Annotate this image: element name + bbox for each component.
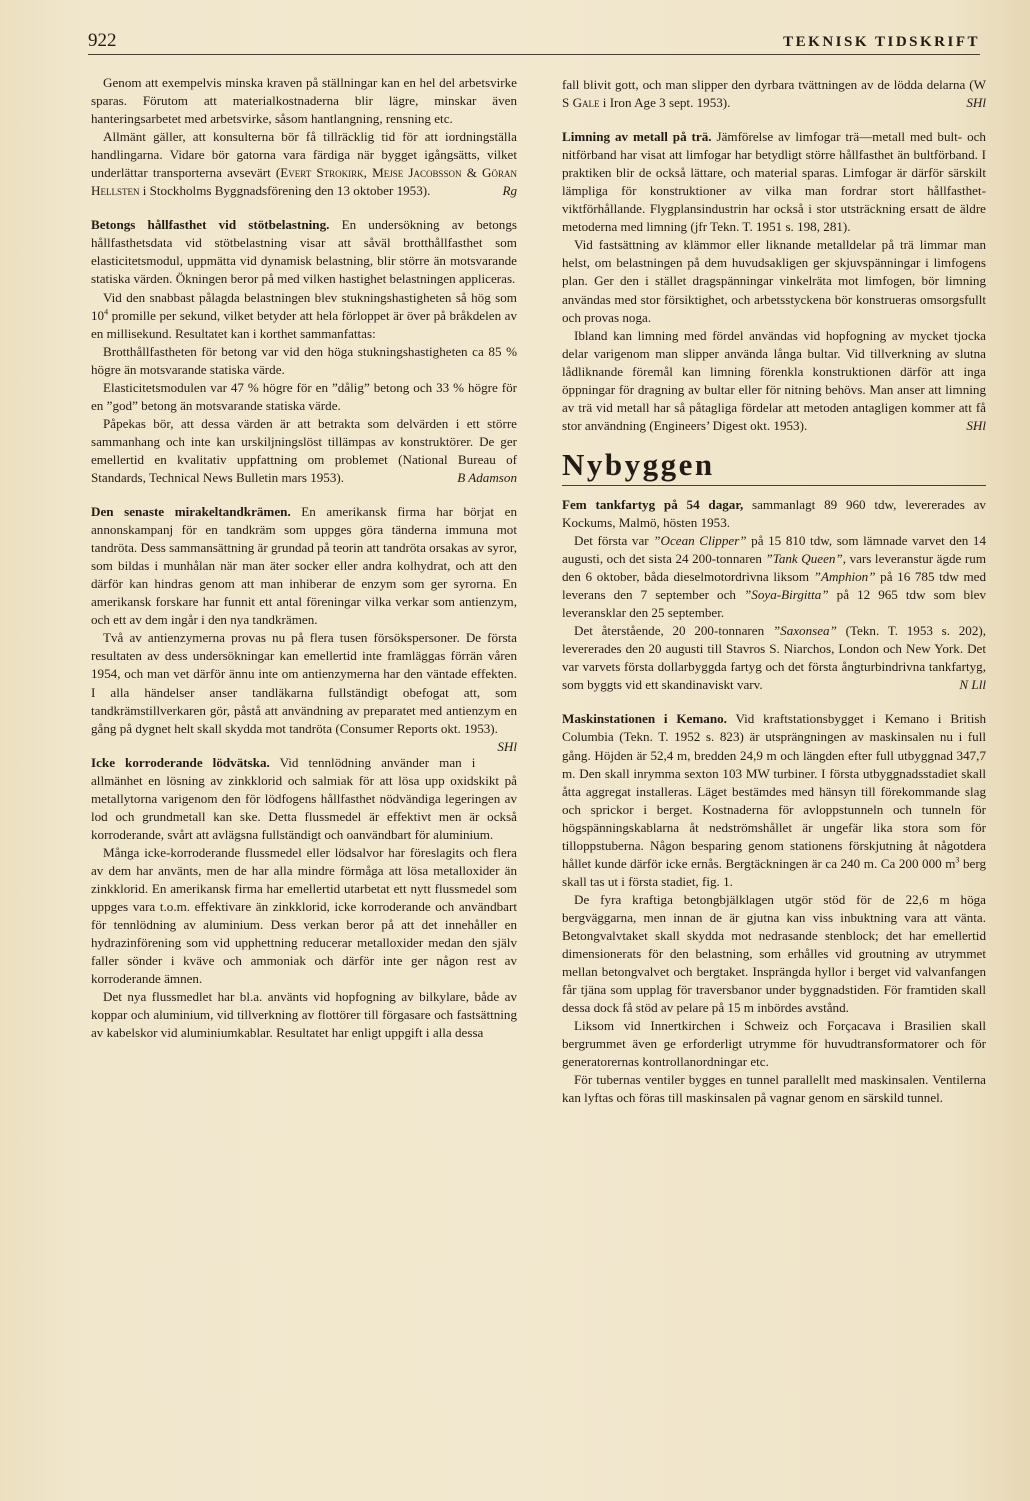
paragraph: Det återstående, 20 200-tonnaren ”Saxonsea” (Tekn. T. 1953 s. 202), levererades den 20 augusti till Stavros S. Niarchos, London och New York. Det var varvets första dollarbyggda fartyg och det första ångturbindrivna tankfartyg, som byggts vid ett skandinaviskt varv. N Lll [562,622,986,694]
signature: N Lll [959,677,986,693]
signature: Rg [502,183,517,199]
exponent: 3 [955,855,960,865]
paragraph: Ibland kan limning med fördel användas vid hopfogning av mycket tjocka delar varigenom man slipper använda långa bultar. Vid tillverkning av slutna lådliknande föremål kan limning förenkla konstruktionen därför att inga öppningar för dragning av bultar eller för nitning behövs. Man anser att limning av trä vid metall har så påtagliga fördelar att metoden antagligen kommer att få stor användning (Engineers’ Digest okt. 1953). SHl [562,327,986,435]
article-headline: Limning av metall på trä. [562,129,712,145]
journal-title: TEKNISK TIDSKRIFT [783,34,980,50]
paragraph: Det nya flussmedlet har bl.a. använts vid hopfogning av bilkylare, både av koppar och aluminium, vid tillverkning av flottörer till förgasare och fastsättning av kabelskor vid aluminiumkablar. Resultatet har enligt uppgift i alla dessa [91,989,517,1041]
article-limning [562,128,986,435]
ship-name: ”Tank Queen” [765,551,843,567]
ship-name: ”Ocean Clipper” [653,532,747,548]
page-number: 922 [88,30,117,51]
paragraph: För tubernas ventiler bygges en tunnel parallellt med maskinsalen. Ventilerna kan lyftas och föras till maskinsalen på vagnar genom en särskild tunnel. [562,1072,986,1106]
header-rule [88,54,980,55]
paragraph: fall blivit gott, och man slipper den dyrbara tvättningen av de lödda delarna (W S Gale i Iron Age 3 sept. 1953). SHl [562,76,986,112]
article-headline: Den senaste mirakeltandkrämen. [91,504,291,520]
exponent: 4 [104,307,109,317]
article-lodvatska [91,754,517,1043]
right-column [562,76,986,1107]
article-tandkram [91,503,518,754]
author-name: Gale [572,95,600,111]
signature: SHl [966,417,986,433]
paragraph: Brotthållfastheten för betong var vid den höga stukningshastigheten ca 85 % högre än motsvarande statiska värde. [91,343,517,377]
paragraph: Den senaste mirakeltandkrämen. En amerikansk firma har börjat en annonskampanj för en tandkräm som uppges göra tänderna immuna mot tandröta. Dess sammansättning är grundad på teorin att tandröta orsakas av syror, som bildas i munhålan när man äter socker eller andra kolhydrat, och att den därför kan hindras genom att man inhiberar de enzym som ger syrorna. En amerikansk forskare har funnit ett antal föreningar vilka verkar som antienzym, och ett av dem ingår i den nya tandkrämen. [91,504,518,628]
signature: B Adamson [457,469,517,485]
article-headline: Fem tankfartyg på 54 dagar, [562,496,744,512]
paragraph: Betongs hållfasthet vid stötbelastning. En undersökning av betongs hållfasthetsdata vid stötbelastning visar att såväl brotthållfasthet som elasticitetsmodul, uppmätta vid dynamisk belastning, blir större än motsvarande statiska värden. Ökningen beror på med vilken hastighet belastningen appliceras. [91,217,517,287]
author-name: Mejse Jacobsson [372,165,462,181]
article-arbetsvirke-continued [91,74,517,200]
paragraph: Vid den snabbast pålagda belastningen blev stukningshastigheten så hög som $10^4$ promille per sekund, vilket betyder att hela förloppet är över på bråkdelen av en millisekund. Resultatet kan i korthet sammanfattas: [91,289,517,341]
author-name: Göran Hellsten [91,165,518,199]
article-kemano [562,710,986,1107]
signature: SHl [497,738,517,754]
paragraph: Icke korroderande lödvätska. Vid tennlödning använder man i allmänhet en lösning av zinkklorid och salmiak för att lösa upp oxidskikt på metallytorna varigenom den för lödfogens hållfasthet nödvändiga legeringen av lod och grundmetall kan ske. Detta flussmedel är effektivt men är också korroderande, svårt att avlägsna fullständigt och oanvändbart för aluminium. [91,754,517,842]
article-lodvatska-continued [562,76,986,112]
article-headline: Betongs hållfasthet vid stötbelastning. [91,217,330,233]
ship-name: ”Amphion” [813,569,876,585]
paragraph: Två av antienzymerna provas nu på flera tusen försökspersoner. De första resultaten av dess undersökningar kan emellertid inte framläggas förrän våren 1954, och man vet därför ännu inte om antienzymerna har den väntade effekten. I alla händelser anser tandläkarna fullständigt obefogat att, som tandkrämstillverkaren gör, påstå att användning av preparatet med antienzym en gång på dygnet helt skall skydda mot tandröta (Consumer Reports okt. 1953). SHl [91,629,517,737]
signature: SHl [966,95,986,111]
paragraph: De fyra kraftiga betongbjälklagen utgör stöd för de 22,6 m höga bergväggarna, men innan de är gjutna kan viss inbuktning vara att vänta. Betongvalvtaket skall skydda mot nedrasande stenblock; det har emellertid dimensionerats för den belastning, som erhålles vid groutning av utrymmet mellan betongvalvet och bergtaket. Insprängda hyllor i berget vid valvanfangen får tjäna som upplag för traversbanor under byggnadstiden. För framtiden skall dessa dock få stöd av pelare på 15 m inbördes avstånd. [562,891,986,1016]
article-betong [91,216,517,487]
article-headline: Maskinstationen i Kemano. [562,711,727,727]
ship-name: ”Saxonsea” [772,623,837,639]
author-name: Evert Strokirk [280,165,364,181]
article-tankfartyg [562,496,986,695]
paragraph: Vid fastsättning av klämmor eller liknande metalldelar på trä limmar man helst, om belastningen på dem huvudsakligen ger skjuvspänningar i limfogens plan. Ger den i stället dragspänningar vinkelräta mot limfogen, bör limning användas med stor försiktighet, och arbetsstyckena bör konstrueras omsorgsfullt och provas noga. [562,237,986,325]
paragraph: Liksom vid Innertkirchen i Schweiz och Forçacava i Brasilien skall bergrummet även ge erforderligt utrymme för huvudtransformatorer och för generatorernas kontrollanordningar etc. [562,1018,986,1070]
section-title: Nybyggen [562,447,986,486]
paragraph: Påpekas bör, att dessa värden är att betrakta som delvärden i ett större sammanhang och inte kan urskiljningslöst tillämpas av konstruktörer. De ger emellertid en kvalitativ uppfattning om problemet (National Bureau of Standards, Technical News Bulletin mars 1953). B Adamson [91,415,517,487]
left-column [91,74,517,1042]
ship-name: ”Soya-Birgitta” [744,587,829,603]
paragraph: Maskinstationen i Kemano. Vid kraftstationsbygget i Kemano i British Columbia (Tekn. T. 1952 s. 823) är utsprängningen av maskinsalen nu i full gång. Höjden är 52,4 m, bredden 24,9 m och längden efter full utbyggnad 347,7 m. Den skall inrymma sexton 103 MW turbiner. I första utbyggnadsstadiet skall åtta aggregat installeras. Läget bestämdes med hänsyn till förekommande slag och sprickor i berget. Kostnaderna för avloppstunneln och tunneln för högspänningskablarna åt nedströmshållet är ungefär lika stora som för tilloppstuberna. Någon besparing genom stationens förskjutning åt någotdera hållet kunde därför icke ernås. Bergtäckningen är ca 240 m. Ca 200 000 $m^3$ berg skall tas ut i första stadiet, fig. 1. [562,711,986,889]
article-headline: Icke korroderande lödvätska. [91,754,270,770]
paragraph: Fem tankfartyg på 54 dagar, sammanlagt 89 960 tdw, levererades av Kockums, Malmö, hösten 1953. [562,496,986,530]
paragraph: Limning av metall på trä. Jämförelse av limfogar trä—metall med bult- och nitförband har visat att limfogar har betydligt större hållfasthet än bultförband. I praktiken blir de också lättare, och material sparas. Limfogar är därför särskilt lämpliga för konstruktioner av vilka man fordrar stort hållfasthet-viktförhållande. Flygplansindustrin har också i stor utsträckning ersatt de äldre metoderna med limning (jfr Tekn. T. 1951 s. 198, 281). [562,129,986,235]
paragraph: Många icke-korroderande flussmedel eller lödsalvor har föreslagits och flera av dem har använts, men de har alla mindre förmåga att lösa metalloxider än zinkklorid. En amerikansk firma har emellertid utarbetat ett nytt flussmedel som uppges vara t.o.m. effektivare än zinkklorid, icke korroderande och användbart för tennlödning av aluminium. Dess verkan beror på att det innehåller en hydrazinförening som vid upphettning reducerar metalloxider medan den själv faller sönder i kväve och ammoniak och därför inte ger någon rest av korroderande ämnen. [91,844,517,987]
paragraph: Elasticitetsmodulen var 47 % högre för en ”dålig” betong och 33 % högre för en ”god” betong än motsvarande statiska värde. [91,379,517,413]
paragraph: Genom att exempelvis minska kraven på ställningar kan en hel del arbetsvirke sparas. Förutom att materialkostnaderna blir lägre, minskar även hanteringsarbetet med arbetsvirke, såsom hantlangning, rensning etc. [91,75,517,127]
paragraph: Det första var ”Ocean Clipper” på 15 810 tdw, som lämnade varvet den 14 augusti, och det sista 24 200-tonnaren ”Tank Queen”, vars leveranstur ägde rum den 6 oktober, båda dieselmotordrivna liksom ”Amphion” på 16 785 tdw med leverans den 7 september och ”Soya-Birgitta” på 12 965 tdw som blev leveransklar den 25 september. [562,532,986,621]
paragraph: Allmänt gäller, att konsulterna bör få tillräcklig tid för att iordningställa handlingarna. Vidare bör gatorna vara färdiga när bygget igångsätts, vilket underlättar transporterna avsevärt (Evert Strokirk, Mejse Jacobsson & Göran Hellsten i Stockholms Byggnadsförening den 13 oktober 1953). Rg [91,128,517,200]
